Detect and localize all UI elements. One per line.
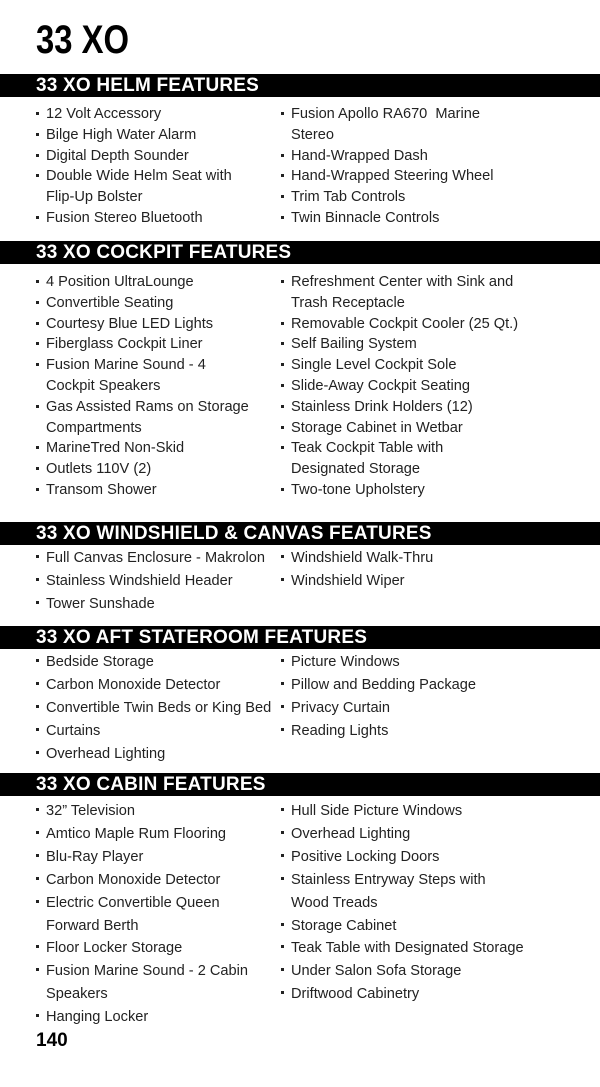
section-title: 33 XO CABIN FEATURES	[36, 774, 266, 795]
feature-column-right	[281, 547, 581, 593]
section-header-bar	[0, 74, 600, 97]
feature-item: Fusion Stereo Bluetooth	[36, 208, 280, 229]
feature-item: Twin Binnacle Controls	[281, 208, 581, 229]
feature-item: Curtains	[36, 720, 280, 743]
feature-item: Fiberglass Cockpit Liner	[36, 334, 280, 355]
feature-item: Windshield Wiper	[281, 570, 581, 593]
feature-column-right	[281, 104, 581, 229]
feature-item: Bilge High Water Alarm	[36, 125, 280, 146]
feature-item: Positive Locking Doors	[281, 846, 581, 869]
feature-item: Single Level Cockpit Sole	[281, 355, 581, 376]
feature-item: Hull Side Picture Windows	[281, 800, 581, 823]
feature-column-right	[281, 800, 581, 1006]
feature-item: 12 Volt Accessory	[36, 104, 280, 125]
feature-item: Tower Sunshade	[36, 593, 280, 616]
section-title: 33 XO COCKPIT FEATURES	[36, 242, 292, 263]
section-header-bar	[0, 626, 600, 649]
feature-column-left	[36, 104, 280, 229]
feature-item: MarineTred Non-Skid	[36, 438, 280, 459]
feature-item: Picture Windows	[281, 651, 581, 674]
feature-item: Hand-Wrapped Dash	[281, 146, 581, 167]
feature-item: Double Wide Helm Seat with Flip-Up Bolster	[36, 166, 280, 208]
feature-item: Blu-Ray Player	[36, 846, 280, 869]
feature-item: Slide-Away Cockpit Seating	[281, 376, 581, 397]
feature-item: Gas Assisted Rams on Storage Compartments	[36, 397, 280, 439]
feature-item: Carbon Monoxide Detector	[36, 869, 280, 892]
feature-item: Pillow and Bedding Package	[281, 674, 581, 697]
feature-item: Windshield Walk-Thru	[281, 547, 581, 570]
feature-column-left	[36, 800, 280, 1029]
feature-item: Two-tone Upholstery	[281, 480, 581, 501]
feature-item: Hanging Locker	[36, 1006, 280, 1029]
feature-item: Overhead Lighting	[36, 743, 280, 766]
feature-item: Refreshment Center with Sink and Trash Receptacle	[281, 272, 581, 314]
feature-item: Convertible Seating	[36, 293, 280, 314]
feature-item: Under Salon Sofa Storage	[281, 960, 581, 983]
feature-item: Teak Cockpit Table with Designated Storage	[281, 438, 581, 480]
feature-item: Floor Locker Storage	[36, 937, 280, 960]
feature-column-left	[36, 272, 280, 501]
feature-item: Stainless Windshield Header	[36, 570, 280, 593]
feature-item: Fusion Apollo RA670 Marine Stereo	[281, 104, 581, 146]
feature-item: Reading Lights	[281, 720, 581, 743]
feature-item: Hand-Wrapped Steering Wheel	[281, 166, 581, 187]
feature-item: Bedside Storage	[36, 651, 280, 674]
feature-item: Full Canvas Enclosure - Makrolon	[36, 547, 280, 570]
page-number: 140	[36, 1030, 68, 1051]
feature-item: Fusion Marine Sound - 4 Cockpit Speakers	[36, 355, 280, 397]
feature-column-left	[36, 651, 280, 766]
feature-item: Fusion Marine Sound - 2 Cabin Speakers	[36, 960, 280, 1006]
feature-item: Outlets 110V (2)	[36, 459, 280, 480]
section-header-bar	[0, 522, 600, 545]
feature-item: Courtesy Blue LED Lights	[36, 314, 280, 335]
feature-item: Electric Convertible Queen Forward Berth	[36, 892, 280, 938]
feature-item: Convertible Twin Beds or King Bed	[36, 697, 280, 720]
feature-item: Trim Tab Controls	[281, 187, 581, 208]
section-title: 33 XO HELM FEATURES	[36, 75, 260, 96]
page-title: 33 XO	[36, 18, 129, 62]
section-header-bar	[0, 241, 600, 264]
feature-item: Amtico Maple Rum Flooring	[36, 823, 280, 846]
section-title: 33 XO AFT STATEROOM FEATURES	[36, 627, 368, 648]
feature-item: Self Bailing System	[281, 334, 581, 355]
feature-item: Driftwood Cabinetry	[281, 983, 581, 1006]
feature-column-left	[36, 547, 280, 615]
feature-item: Privacy Curtain	[281, 697, 581, 720]
feature-column-right	[281, 651, 581, 743]
feature-item: Carbon Monoxide Detector	[36, 674, 280, 697]
feature-item: Storage Cabinet	[281, 915, 581, 938]
feature-item: 4 Position UltraLounge	[36, 272, 280, 293]
feature-item: Transom Shower	[36, 480, 280, 501]
feature-item: Stainless Entryway Steps with Wood Treads	[281, 869, 581, 915]
feature-item: Digital Depth Sounder	[36, 146, 280, 167]
section-title: 33 XO WINDSHIELD & CANVAS FEATURES	[36, 523, 432, 544]
feature-item: 32” Television	[36, 800, 280, 823]
feature-item: Removable Cockpit Cooler (25 Qt.)	[281, 314, 581, 335]
feature-item: Teak Table with Designated Storage	[281, 937, 581, 960]
feature-column-right	[281, 272, 581, 501]
feature-item: Stainless Drink Holders (12)	[281, 397, 581, 418]
feature-item: Storage Cabinet in Wetbar	[281, 418, 581, 439]
section-header-bar	[0, 773, 600, 796]
feature-item: Overhead Lighting	[281, 823, 581, 846]
